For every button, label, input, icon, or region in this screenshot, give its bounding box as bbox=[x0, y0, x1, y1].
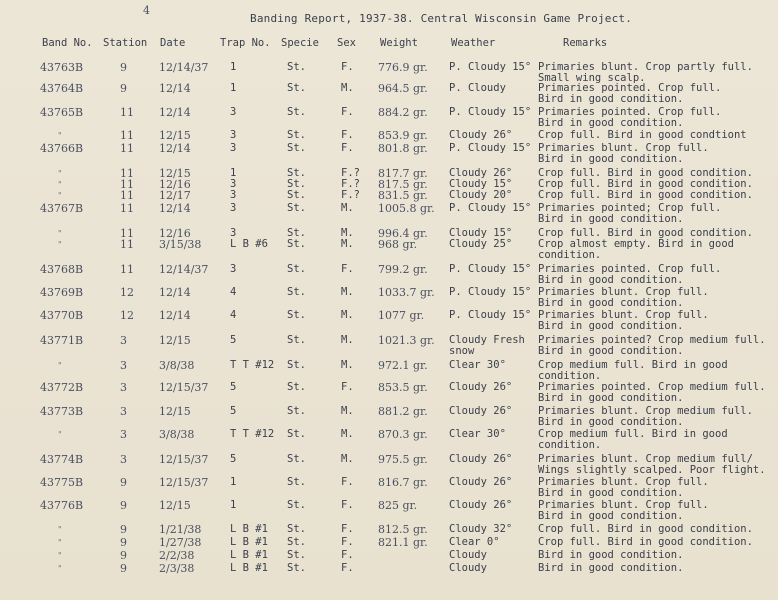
sex: M. bbox=[341, 238, 354, 250]
station-number: 9 bbox=[120, 523, 127, 536]
weather: Cloudy 32° bbox=[449, 523, 513, 535]
station-number: 11 bbox=[120, 142, 134, 155]
specie: St. bbox=[287, 189, 306, 201]
station-number: 11 bbox=[120, 202, 134, 215]
band-number: 43775B bbox=[40, 476, 84, 489]
trap-number: L B #1 bbox=[230, 562, 268, 574]
weight: 870.3 gr. bbox=[378, 428, 428, 441]
specie: St. bbox=[287, 142, 306, 154]
trap-number: 3 bbox=[230, 263, 237, 275]
header-date: Date bbox=[160, 37, 186, 49]
weather: Cloudy 26° bbox=[449, 129, 513, 141]
weight: 799.2 gr. bbox=[378, 263, 428, 276]
header-band-no: Band No. bbox=[42, 37, 93, 49]
band-number: 43773B bbox=[40, 405, 84, 418]
weight: 816.7 gr. bbox=[378, 476, 428, 489]
weather: Cloudy 15° bbox=[449, 178, 513, 190]
band-number: 43768B bbox=[40, 263, 84, 276]
specie: St. bbox=[287, 359, 306, 371]
band-number: " bbox=[58, 564, 62, 573]
station-number: 11 bbox=[120, 178, 134, 191]
trap-number: L B #1 bbox=[230, 549, 268, 561]
weight: 817.7 gr. bbox=[378, 167, 428, 180]
remarks: Primaries blunt. Crop full. Bird in good condition. bbox=[538, 499, 709, 522]
weight: 776.9 gr. bbox=[378, 61, 428, 74]
sex: M. bbox=[341, 227, 354, 239]
band-number: 43766B bbox=[40, 142, 84, 155]
remarks: Crop full. Bird in good condition. bbox=[538, 523, 753, 535]
weight: 996.4 gr. bbox=[378, 227, 428, 240]
weather: Cloudy 26° bbox=[449, 167, 513, 179]
band-number: " bbox=[58, 551, 62, 560]
band-number: 43776B bbox=[40, 499, 84, 512]
specie: St. bbox=[287, 106, 306, 118]
remarks: Primaries pointed; Crop full. Bird in good condition. bbox=[538, 202, 722, 225]
sex: M. bbox=[341, 309, 354, 321]
station-number: 3 bbox=[120, 381, 127, 394]
weight: 1077 gr. bbox=[378, 309, 425, 322]
specie: St. bbox=[287, 499, 306, 511]
remarks: Primaries blunt. Crop full. Bird in good condition. bbox=[538, 142, 709, 165]
station-number: 11 bbox=[120, 263, 134, 276]
specie: St. bbox=[287, 405, 306, 417]
sex: M. bbox=[341, 405, 354, 417]
sex: M. bbox=[341, 202, 354, 214]
weather: Clear 30° bbox=[449, 359, 506, 371]
trap-number: 4 bbox=[230, 286, 237, 298]
page-number: 4 bbox=[143, 4, 150, 17]
sex: M. bbox=[341, 428, 354, 440]
remarks: Bird in good condition. bbox=[538, 562, 684, 574]
trap-number: 1 bbox=[230, 82, 237, 94]
capture-date: 12/16 bbox=[159, 227, 191, 240]
sex: F.? bbox=[341, 178, 360, 190]
station-number: 12 bbox=[120, 286, 134, 299]
trap-number: 5 bbox=[230, 453, 237, 465]
weight: 831.5 gr. bbox=[378, 189, 428, 202]
remarks: Primaries blunt. Crop medium full. Bird in good condition. bbox=[538, 405, 753, 428]
weather: P. Cloudy bbox=[449, 82, 506, 94]
weather: Cloudy 15° bbox=[449, 227, 513, 239]
trap-number: 3 bbox=[230, 106, 237, 118]
weather: P. Cloudy 15° bbox=[449, 263, 532, 275]
station-number: 9 bbox=[120, 562, 127, 575]
trap-number: 5 bbox=[230, 405, 237, 417]
band-number: " bbox=[58, 169, 62, 178]
capture-date: 12/15/37 bbox=[159, 381, 209, 394]
trap-number: 5 bbox=[230, 381, 237, 393]
weather: P. Cloudy 15° bbox=[449, 61, 532, 73]
station-number: 9 bbox=[120, 549, 127, 562]
specie: St. bbox=[287, 167, 306, 179]
band-number: 43774B bbox=[40, 453, 84, 466]
capture-date: 12/15 bbox=[159, 334, 191, 347]
trap-number: L B #1 bbox=[230, 523, 268, 535]
sex: F. bbox=[341, 61, 354, 73]
sex: F. bbox=[341, 499, 354, 511]
band-number: 43765B bbox=[40, 106, 84, 119]
capture-date: 1/21/38 bbox=[159, 523, 202, 536]
capture-date: 12/17 bbox=[159, 189, 191, 202]
weight: 972.1 gr. bbox=[378, 359, 428, 372]
sex: F. bbox=[341, 562, 354, 574]
band-number: " bbox=[58, 538, 62, 547]
station-number: 9 bbox=[120, 82, 127, 95]
header-specie: Specie bbox=[281, 37, 319, 49]
trap-number: 3 bbox=[230, 202, 237, 214]
band-number: 43772B bbox=[40, 381, 84, 394]
station-number: 9 bbox=[120, 476, 127, 489]
remarks: Crop full. Bird in good condition. bbox=[538, 167, 753, 179]
specie: St. bbox=[287, 334, 306, 346]
capture-date: 3/8/38 bbox=[159, 428, 195, 441]
specie: St. bbox=[287, 129, 306, 141]
weather: Cloudy 26° bbox=[449, 453, 513, 465]
station-number: 11 bbox=[120, 167, 134, 180]
sex: F. bbox=[341, 106, 354, 118]
sex: F. bbox=[341, 142, 354, 154]
remarks: Primaries blunt. Crop full. Bird in good condition. bbox=[538, 309, 709, 332]
specie: St. bbox=[287, 286, 306, 298]
station-number: 12 bbox=[120, 309, 134, 322]
weight: 825 gr. bbox=[378, 499, 418, 512]
sex: F. bbox=[341, 549, 354, 561]
specie: St. bbox=[287, 381, 306, 393]
trap-number: L B #6 bbox=[230, 238, 268, 250]
weather: Cloudy Fresh snow bbox=[449, 334, 525, 357]
weather: P. Cloudy 15° bbox=[449, 106, 532, 118]
station-number: 3 bbox=[120, 405, 127, 418]
station-number: 3 bbox=[120, 453, 127, 466]
station-number: 3 bbox=[120, 334, 127, 347]
remarks: Primaries blunt. Crop full. Bird in good condition. bbox=[538, 476, 709, 499]
remarks: Crop almost empty. Bird in good condition. bbox=[538, 238, 734, 261]
band-number: 43764B bbox=[40, 82, 84, 95]
weather: Cloudy 26° bbox=[449, 499, 513, 511]
trap-number: 3 bbox=[230, 142, 237, 154]
weather: Cloudy 26° bbox=[449, 405, 513, 417]
weight: 1021.3 gr. bbox=[378, 334, 435, 347]
trap-number: 1 bbox=[230, 499, 237, 511]
capture-date: 12/15/37 bbox=[159, 453, 209, 466]
weather: Cloudy bbox=[449, 562, 487, 574]
station-number: 9 bbox=[120, 499, 127, 512]
weather: Cloudy 26° bbox=[449, 381, 513, 393]
remarks: Primaries blunt. Crop medium full/ Wings slightly scalped. Poor flight. bbox=[538, 453, 766, 476]
header-station: Station bbox=[103, 37, 148, 49]
capture-date: 3/8/38 bbox=[159, 359, 195, 372]
weather: P. Cloudy 15° bbox=[449, 286, 532, 298]
trap-number: 1 bbox=[230, 476, 237, 488]
capture-date: 12/16 bbox=[159, 178, 191, 191]
band-number: " bbox=[58, 525, 62, 534]
capture-date: 12/14 bbox=[159, 309, 191, 322]
capture-date: 12/14 bbox=[159, 286, 191, 299]
capture-date: 3/15/38 bbox=[159, 238, 202, 251]
weather: Cloudy 26° bbox=[449, 476, 513, 488]
specie: St. bbox=[287, 238, 306, 250]
weight: 812.5 gr. bbox=[378, 523, 428, 536]
specie: St. bbox=[287, 263, 306, 275]
station-number: 11 bbox=[120, 227, 134, 240]
header-weight: Weight bbox=[380, 37, 418, 49]
sex: F. bbox=[341, 476, 354, 488]
page-title: Banding Report, 1937-38. Central Wisconsin Game Project. bbox=[250, 12, 633, 25]
trap-number: 3 bbox=[230, 129, 237, 141]
weight: 817.5 gr. bbox=[378, 178, 428, 191]
weight: 881.2 gr. bbox=[378, 405, 428, 418]
remarks: Bird in good condition. bbox=[538, 549, 684, 561]
capture-date: 12/15 bbox=[159, 499, 191, 512]
band-number: " bbox=[58, 191, 62, 200]
specie: St. bbox=[287, 453, 306, 465]
remarks: Primaries pointed. Crop full. Bird in good condition. bbox=[538, 263, 722, 286]
capture-date: 12/14/37 bbox=[159, 61, 209, 74]
trap-number: 5 bbox=[230, 334, 237, 346]
header-remarks: Remarks bbox=[563, 37, 608, 49]
trap-number: L B #1 bbox=[230, 536, 268, 548]
band-number: " bbox=[58, 131, 62, 140]
band-number: 43770B bbox=[40, 309, 84, 322]
trap-number: T T #12 bbox=[230, 359, 275, 371]
specie: St. bbox=[287, 202, 306, 214]
band-number: 43767B bbox=[40, 202, 84, 215]
remarks: Crop full. Bird in good condition. bbox=[538, 189, 753, 201]
weight: 853.9 gr. bbox=[378, 129, 428, 142]
sex: M. bbox=[341, 334, 354, 346]
sex: M. bbox=[341, 453, 354, 465]
specie: St. bbox=[287, 523, 306, 535]
header-weather: Weather bbox=[451, 37, 496, 49]
weight: 853.5 gr. bbox=[378, 381, 428, 394]
capture-date: 12/14 bbox=[159, 106, 191, 119]
trap-number: 3 bbox=[230, 189, 237, 201]
weight: 968 gr. bbox=[378, 238, 418, 251]
weather: Cloudy 20° bbox=[449, 189, 513, 201]
capture-date: 12/15 bbox=[159, 167, 191, 180]
remarks: Crop medium full. Bird in good condition. bbox=[538, 359, 728, 382]
trap-number: 4 bbox=[230, 309, 237, 321]
band-number: " bbox=[58, 361, 62, 370]
capture-date: 12/15 bbox=[159, 405, 191, 418]
capture-date: 1/27/38 bbox=[159, 536, 202, 549]
specie: St. bbox=[287, 428, 306, 440]
station-number: 11 bbox=[120, 238, 134, 251]
capture-date: 12/14 bbox=[159, 142, 191, 155]
capture-date: 12/15 bbox=[159, 129, 191, 142]
capture-date: 12/15/37 bbox=[159, 476, 209, 489]
weight: 1005.8 gr. bbox=[378, 202, 435, 215]
sex: M. bbox=[341, 286, 354, 298]
specie: St. bbox=[287, 61, 306, 73]
remarks: Crop full. Bird in good condition. bbox=[538, 178, 753, 190]
specie: St. bbox=[287, 549, 306, 561]
weight: 964.5 gr. bbox=[378, 82, 428, 95]
band-number: " bbox=[58, 240, 62, 249]
trap-number: T T #12 bbox=[230, 428, 275, 440]
capture-date: 12/14/37 bbox=[159, 263, 209, 276]
station-number: 11 bbox=[120, 189, 134, 202]
station-number: 9 bbox=[120, 536, 127, 549]
sex: F. bbox=[341, 263, 354, 275]
sex: F. bbox=[341, 536, 354, 548]
sex: F. bbox=[341, 381, 354, 393]
specie: St. bbox=[287, 178, 306, 190]
band-number: 43771B bbox=[40, 334, 84, 347]
sex: F. bbox=[341, 523, 354, 535]
remarks: Primaries blunt. Crop full. Bird in good condition. bbox=[538, 286, 709, 309]
weight: 975.5 gr. bbox=[378, 453, 428, 466]
remarks: Primaries pointed. Crop full. Bird in good condition. bbox=[538, 82, 722, 105]
specie: St. bbox=[287, 82, 306, 94]
weather: Clear 0° bbox=[449, 536, 500, 548]
weather: P. Cloudy 15° bbox=[449, 202, 532, 214]
capture-date: 12/14 bbox=[159, 202, 191, 215]
remarks: Crop medium full. Bird in good condition. bbox=[538, 428, 728, 451]
capture-date: 12/14 bbox=[159, 82, 191, 95]
station-number: 3 bbox=[120, 428, 127, 441]
remarks: Primaries pointed? Crop medium full. Bird in good condition. bbox=[538, 334, 766, 357]
weather: Cloudy 25° bbox=[449, 238, 513, 250]
specie: St. bbox=[287, 476, 306, 488]
sex: F. bbox=[341, 129, 354, 141]
specie: St. bbox=[287, 536, 306, 548]
band-number: " bbox=[58, 430, 62, 439]
station-number: 9 bbox=[120, 61, 127, 74]
band-number: 43769B bbox=[40, 286, 84, 299]
specie: St. bbox=[287, 309, 306, 321]
station-number: 11 bbox=[120, 106, 134, 119]
station-number: 3 bbox=[120, 359, 127, 372]
specie: St. bbox=[287, 227, 306, 239]
weather: Clear 30° bbox=[449, 428, 506, 440]
band-number: " bbox=[58, 180, 62, 189]
capture-date: 2/2/38 bbox=[159, 549, 195, 562]
weather: P. Cloudy 15° bbox=[449, 309, 532, 321]
sex: M. bbox=[341, 82, 354, 94]
remarks: Primaries pointed. Crop full. Bird in good condition. bbox=[538, 106, 722, 129]
weight: 884.2 gr. bbox=[378, 106, 428, 119]
band-number: " bbox=[58, 229, 62, 238]
trap-number: 3 bbox=[230, 178, 237, 190]
weight: 821.1 gr. bbox=[378, 536, 428, 549]
sex: F.? bbox=[341, 189, 360, 201]
weight: 1033.7 gr. bbox=[378, 286, 435, 299]
remarks: Crop full. Bird in good condition. bbox=[538, 536, 753, 548]
station-number: 11 bbox=[120, 129, 134, 142]
header-sex: Sex bbox=[337, 37, 356, 49]
remarks: Crop full. Bird in good condition. bbox=[538, 227, 753, 239]
weight: 801.8 gr. bbox=[378, 142, 428, 155]
trap-number: 1 bbox=[230, 61, 237, 73]
weather: P. Cloudy 15° bbox=[449, 142, 532, 154]
sex: F.? bbox=[341, 167, 360, 179]
trap-number: 1 bbox=[230, 167, 237, 179]
remarks: Primaries pointed. Crop medium full. Bird in good condition. bbox=[538, 381, 766, 404]
capture-date: 2/3/38 bbox=[159, 562, 195, 575]
specie: St. bbox=[287, 562, 306, 574]
band-number: 43763B bbox=[40, 61, 84, 74]
remarks: Crop full. Bird in good condtiont bbox=[538, 129, 747, 141]
sex: M. bbox=[341, 359, 354, 371]
remarks: Primaries blunt. Crop partly full. Small wing scalp. bbox=[538, 61, 753, 84]
trap-number: 3 bbox=[230, 227, 237, 239]
weather: Cloudy bbox=[449, 549, 487, 561]
header-trap-no: Trap No. bbox=[220, 37, 271, 49]
